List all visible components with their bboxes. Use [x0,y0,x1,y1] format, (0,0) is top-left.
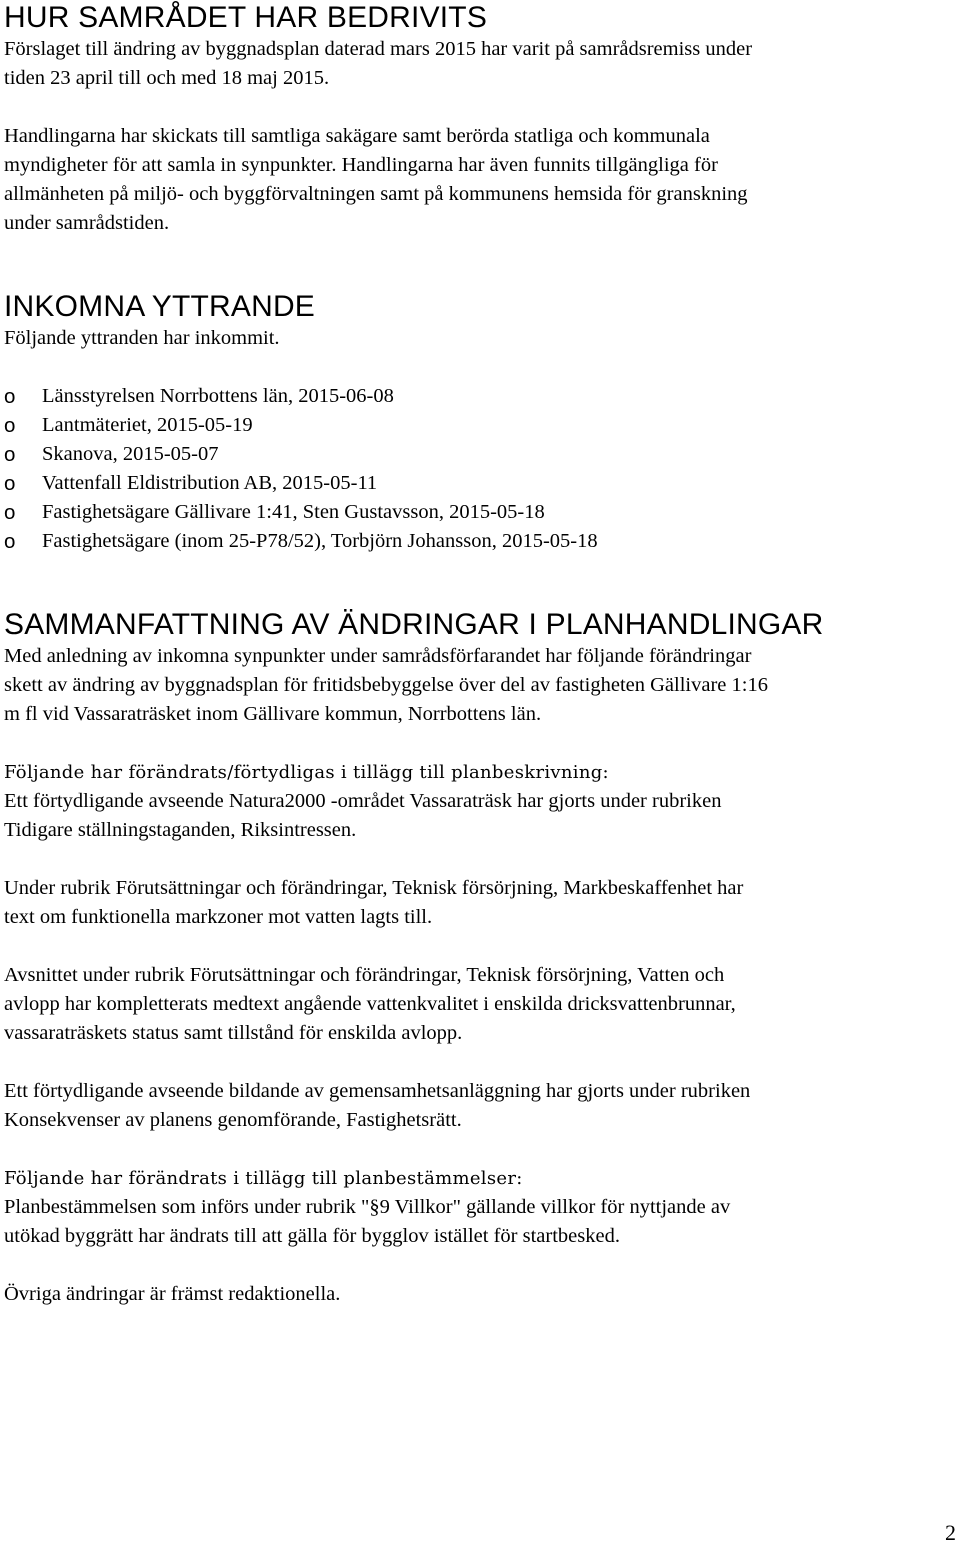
list-item [4,527,948,556]
paragraph-line: Ett förtydligande avseende Natura2000 -området Vassaraträsk har gjorts under rubriken [4,790,722,812]
paragraph-line: Handlingarna har skickats till samtliga sakägare samt berörda statliga och kommunala [4,125,710,147]
paragraph-line: Planbestämmelsen som införs under rubrik "§9 Villkor" gällande villkor för nyttjande av [4,1196,731,1218]
paragraph-line: avlopp har kompletterats medtext angående vattenkvalitet i enskilda dricksvattenbrunnar, [4,993,736,1015]
paragraph-line: Ett förtydligande avseende bildande av gemensamhetsanläggning har gjorts under rubriken [4,1080,751,1102]
paragraph-line: myndigheter för att samla in synpunkter. Handlingarna har även funnits tillgängliga för [4,154,718,176]
section-samradet [4,0,948,238]
spacer [4,93,948,122]
list-item [4,469,948,498]
paragraph-line: Tidigare ställningstaganden, Riksintressen. [4,819,357,841]
spacer [4,1135,948,1164]
page-number: 2 [945,1520,956,1545]
heading-inkomna-yttrande: INKOMNA YTTRANDE [4,290,316,323]
paragraph-line: Under rubrik Förutsättningar och förändringar, Teknisk försörjning, Markbeskaffenhet har [4,877,744,899]
spacer [4,932,948,961]
bullet-marker: o [4,414,16,437]
paragraph-line: Konsekvenser av planens genomförande, Fastighetsrätt. [4,1109,462,1131]
yttrande-list [4,382,948,556]
list-item [4,498,948,527]
paragraph-line: m fl vid Vassaraträsket inom Gällivare kommun, Norrbottens län. [4,703,542,725]
list-item-text: Skanova, 2015-05-07 [42,443,219,465]
bullet-marker: o [4,472,16,495]
paragraph-line: Med anledning av inkomna synpunkter under samrådsförfarandet har följande förändringar [4,645,752,667]
paragraph-line: skett av ändring av byggnadsplan för fritidsbebyggelse över del av fastigheten Gällivare 1:16 [4,674,768,696]
list-item-text: Lantmäteriet, 2015-05-19 [42,414,253,436]
list-item [4,411,948,440]
paragraph-line: Övriga ändringar är främst redaktionella. [4,1283,341,1305]
list-item-text: Länsstyrelsen Norrbottens län, 2015-06-08 [42,385,394,407]
list-item [4,382,948,411]
spacer [4,556,948,608]
subheading-planbestammelser: Följande har förändrats i tillägg till planbestämmelser: [4,1168,523,1189]
heading-hur-samradet: HUR SAMRÅDET HAR BEDRIVITS [4,1,488,34]
paragraph-line: Följande yttranden har inkommit. [4,327,280,349]
paragraph-line: Avsnittet under rubrik Förutsättningar och förändringar, Teknisk försörjning, Vatten och [4,964,725,986]
document-page [4,0,948,1309]
list-item-text: Fastighetsägare (inom 25-P78/52), Torbjörn Johansson, 2015-05-18 [42,530,598,552]
bullet-marker: o [4,443,16,466]
paragraph-line: text om funktionella markzoner mot vatten lagts till. [4,906,433,928]
subheading-planbeskrivning: Följande har förändrats/förtydligas i tillägg till planbeskrivning: [4,762,609,783]
paragraph-line: tiden 23 april till och med 18 maj 2015. [4,67,330,89]
bullet-marker: o [4,530,16,553]
paragraph-line: under samrådstiden. [4,212,170,234]
list-item [4,440,948,469]
paragraph-line: Förslaget till ändring av byggnadsplan daterad mars 2015 har varit på samrådsremiss under [4,38,753,60]
spacer [4,1048,948,1077]
list-item-text: Vattenfall Eldistribution AB, 2015-05-11 [42,472,378,494]
paragraph-line: allmänheten på miljö- och byggförvaltningen samt på kommunens hemsida för granskning [4,183,748,205]
spacer [4,238,948,290]
list-item-text: Fastighetsägare Gällivare 1:41, Sten Gustavsson, 2015-05-18 [42,501,545,523]
bullet-marker: o [4,501,16,524]
spacer [4,845,948,874]
spacer [4,353,948,382]
spacer [4,1251,948,1280]
section-sammanfattning [4,608,948,1309]
spacer [4,729,948,758]
bullet-marker: o [4,385,16,408]
heading-sammanfattning: SAMMANFATTNING AV ÄNDRINGAR I PLANHANDLINGAR [4,608,824,641]
paragraph-line: vassaraträskets status samt tillstånd för enskilda avlopp. [4,1022,463,1044]
paragraph-line: utökad byggrätt har ändrats till att gälla för bygglov istället för startbesked. [4,1225,620,1247]
section-inkomna-yttrande [4,290,948,556]
